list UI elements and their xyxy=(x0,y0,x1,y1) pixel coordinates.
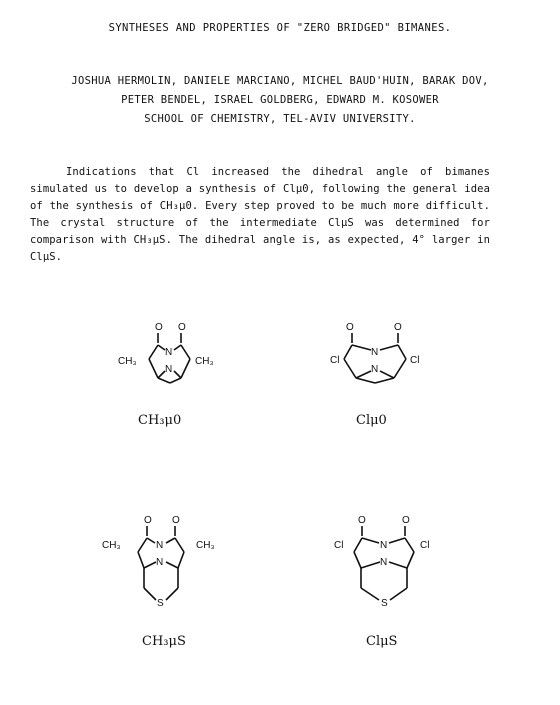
oxygen-right: O xyxy=(394,322,402,333)
structure-label-cl-mu0: Clμ0 xyxy=(356,413,387,428)
oxygen-right: O xyxy=(402,515,410,526)
nitrogen-top: N xyxy=(380,540,388,551)
chloro-left: Cl xyxy=(334,540,344,551)
affiliation: SCHOOL OF CHEMISTRY, TEL-AVIV UNIVERSITY. xyxy=(144,113,416,125)
nitrogen-top: N xyxy=(371,347,379,358)
ch3-mu0-drawing xyxy=(120,315,240,410)
structure-cl-mu0 xyxy=(328,315,428,428)
nitrogen-bottom: N xyxy=(165,364,173,375)
structure-label-cl-mus: ClμS xyxy=(366,634,398,649)
authors-line-1: JOSHUA HERMOLIN, DANIELE MARCIANO, MICHEL BAUD'HUIN, BARAK DOV, xyxy=(71,75,489,87)
structure-ch3-mu0 xyxy=(118,315,240,428)
oxygen-left: O xyxy=(358,515,366,526)
authors-line-2: PETER BENDEL, ISRAEL GOLDBERG, EDWARD M. KOSOWER xyxy=(121,94,439,106)
oxygen-left: O xyxy=(144,515,152,526)
structure-label-ch3-mus: CH₃μS xyxy=(142,634,186,649)
nitrogen-top: N xyxy=(156,540,164,551)
paper-title: SYNTHESES AND PROPERTIES OF "ZERO BRIDGED" BIMANES. xyxy=(108,22,452,34)
abstract-text: Indications that Cl increased the dihedral angle of bimanes simulated us to develop a synthesis of Clμ0, following the general idea of the synthesis of CH₃μ0. Every step proved to be much more difficult. The crystal structure of the intermediate ClμS was determined for comparison with CH₃μS. The dihedral angle is, as expected, 4° larger in ClμS. xyxy=(30,166,490,263)
oxygen-left: O xyxy=(346,322,354,333)
structure-cl-mus xyxy=(330,508,440,649)
structure-label-ch3-mu0: CH₃μ0 xyxy=(138,413,182,428)
chloro-right: Cl xyxy=(410,355,420,366)
methyl-left: CH₃ xyxy=(102,540,121,551)
methyl-left: CH₃ xyxy=(118,356,137,367)
nitrogen-bottom: N xyxy=(371,364,379,375)
oxygen-right: O xyxy=(172,515,180,526)
methyl-right: CH₃ xyxy=(196,540,215,551)
oxygen-right: O xyxy=(178,322,186,333)
cl-mus-drawing xyxy=(330,508,440,618)
structure-ch3-mus xyxy=(100,508,225,649)
sulfur-atom: S xyxy=(381,598,388,609)
author-block xyxy=(0,72,560,129)
oxygen-left: O xyxy=(155,322,163,333)
ch3-mus-drawing xyxy=(100,508,225,618)
sulfur-atom: S xyxy=(157,598,164,609)
chloro-left: Cl xyxy=(330,355,340,366)
nitrogen-top: N xyxy=(165,347,173,358)
methyl-right: CH₃ xyxy=(195,356,214,367)
abstract xyxy=(30,164,490,266)
cl-mu0-drawing xyxy=(328,315,428,410)
nitrogen-bottom: N xyxy=(156,557,164,568)
chloro-right: Cl xyxy=(420,540,430,551)
nitrogen-bottom: N xyxy=(380,557,388,568)
